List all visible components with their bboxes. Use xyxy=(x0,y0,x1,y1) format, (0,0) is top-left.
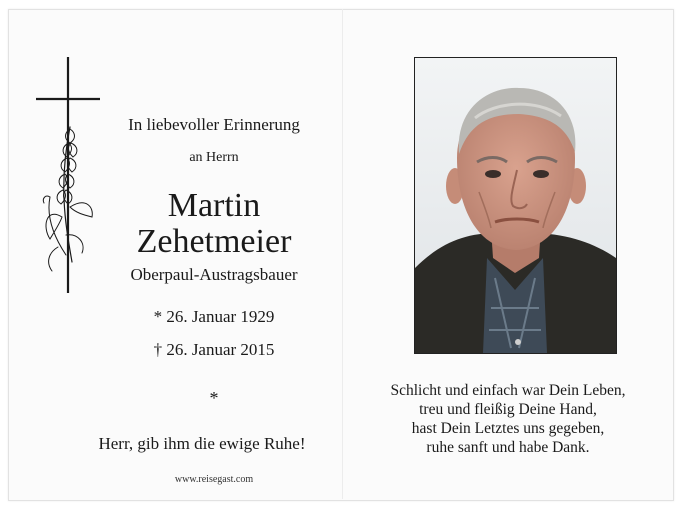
portrait-illustration xyxy=(415,58,616,353)
prayer-text: Herr, gib ihm die ewige Ruhe! xyxy=(98,434,306,453)
first-name: Martin xyxy=(167,187,261,224)
person-title: Oberpaul-Austragsbauer xyxy=(130,265,298,284)
death-date: † 26. Januar 2015 xyxy=(153,340,275,359)
left-panel xyxy=(8,9,342,499)
birth-date: * 26. Januar 1929 xyxy=(153,307,275,326)
last-name: Zehetmeier xyxy=(136,223,292,260)
poem-block xyxy=(363,381,653,457)
salutation-text: an Herrn xyxy=(189,150,239,165)
cross-with-wheat-icon xyxy=(36,57,100,293)
poem-line: hast Dein Letztes uns gegeben, xyxy=(411,420,605,437)
portrait-photo xyxy=(414,57,617,354)
poem-line: ruhe sanft und habe Dank. xyxy=(426,439,590,456)
intro-text: In liebevoller Erinnerung xyxy=(128,115,300,134)
poem-line: Schlicht und einfach war Dein Leben, xyxy=(390,382,626,399)
poem-line: treu und fleißig Deine Hand, xyxy=(419,401,597,418)
separator-star: * xyxy=(209,388,219,408)
website-text: www.reisegast.com xyxy=(174,474,254,485)
right-panel xyxy=(343,9,672,499)
